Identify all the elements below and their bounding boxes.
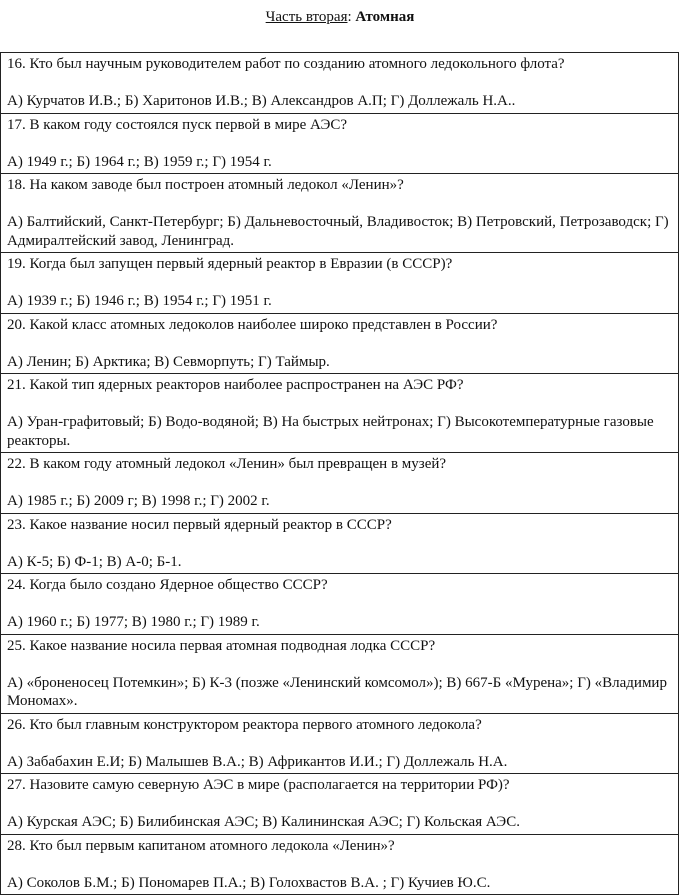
question-row-28 — [1, 835, 678, 895]
question-row-17 — [1, 114, 678, 175]
question-row-22 — [1, 453, 678, 514]
question-row-18 — [1, 174, 678, 253]
question-text: 24. Когда было создано Ядерное общество СССР? — [7, 576, 672, 595]
question-text: 28. Кто был первым капитаном атомного ледокола «Ленин»? — [7, 837, 672, 856]
answer-options: А) 1960 г.; Б) 1977; В) 1980 г.; Г) 1989 г. — [7, 613, 672, 632]
answer-options: А) К-5; Б) Ф-1; В) А-0; Б-1. — [7, 553, 672, 572]
question-text: 19. Когда был запущен первый ядерный реактор в Евразии (в СССР)? — [7, 255, 672, 274]
question-text: 22. В каком году атомный ледокол «Ленин» был превращен в музей? — [7, 455, 672, 474]
answer-options: А) Уран-графитовый; Б) Водо-водяной; В) На быстрых нейтронах; Г) Высокотемпературные газовые реакторы. — [7, 413, 672, 450]
question-text: 27. Назовите самую северную АЭС в мире (располагается на территории РФ)? — [7, 776, 672, 795]
answer-options: А) Курская АЭС; Б) Билибинская АЭС; В) Калининская АЭС; Г) Кольская АЭС. — [7, 813, 672, 832]
question-text: 16. Кто был научным руководителем работ по созданию атомного ледокольного флота? — [7, 55, 672, 74]
answer-options: А) 1949 г.; Б) 1964 г.; В) 1959 г.; Г) 1954 г. — [7, 153, 672, 172]
answer-options: А) Балтийский, Санкт-Петербург; Б) Дальневосточный, Владивосток; В) Петровский, Петрозаводск; Г) Адмиралтейский завод, Ленинград. — [7, 213, 672, 250]
answer-options: А) Забабахин Е.И; Б) Малышев В.А.; В) Африкантов И.И.; Г) Доллежаль Н.А. — [7, 753, 672, 772]
question-text: 20. Какой класс атомных ледоколов наиболее широко представлен в России? — [7, 316, 672, 335]
question-text: 26. Кто был главным конструктором реактора первого атомного ледокола? — [7, 716, 672, 735]
question-row-27 — [1, 774, 678, 835]
question-row-16 — [1, 53, 678, 114]
question-text: 17. В каком году состоялся пуск первой в мире АЭС? — [7, 116, 672, 135]
title-separator: : — [347, 9, 355, 25]
part-title: Атомная — [355, 9, 414, 25]
answer-options: А) Курчатов И.В.; Б) Харитонов И.В.; В) Александров А.П; Г) Доллежаль Н.А.. — [7, 92, 672, 111]
answer-options: А) 1985 г.; Б) 2009 г; В) 1998 г.; Г) 2002 г. — [7, 492, 672, 511]
question-row-25 — [1, 635, 678, 714]
question-row-23 — [1, 514, 678, 575]
answer-options: А) «броненосец Потемкин»; Б) К-3 (позже «Ленинский комсомол»); В) 667-Б «Мурена»; Г) «Владимир Мономах». — [7, 674, 672, 711]
question-text: 23. Какое название носил первый ядерный реактор в СССР? — [7, 516, 672, 535]
question-text: 25. Какое название носила первая атомная подводная лодка СССР? — [7, 637, 672, 656]
page-title — [0, 8, 680, 26]
question-row-26 — [1, 714, 678, 775]
answer-options: А) Ленин; Б) Арктика; В) Севморпуть; Г) Таймыр. — [7, 353, 672, 372]
question-row-24 — [1, 574, 678, 635]
question-text: 18. На каком заводе был построен атомный ледокол «Ленин»? — [7, 176, 672, 195]
answer-options: А) 1939 г.; Б) 1946 г.; В) 1954 г.; Г) 1951 г. — [7, 292, 672, 311]
question-row-21 — [1, 374, 678, 453]
answer-options: А) Соколов Б.М.; Б) Пономарев П.А.; В) Голохвастов В.А. ; Г) Кучиев Ю.С. — [7, 874, 672, 893]
question-row-20 — [1, 314, 678, 375]
question-text: 21. Какой тип ядерных реакторов наиболее распространен на АЭС РФ? — [7, 376, 672, 395]
quiz-table — [0, 52, 679, 895]
question-row-19 — [1, 253, 678, 314]
part-label: Часть вторая — [266, 9, 348, 25]
